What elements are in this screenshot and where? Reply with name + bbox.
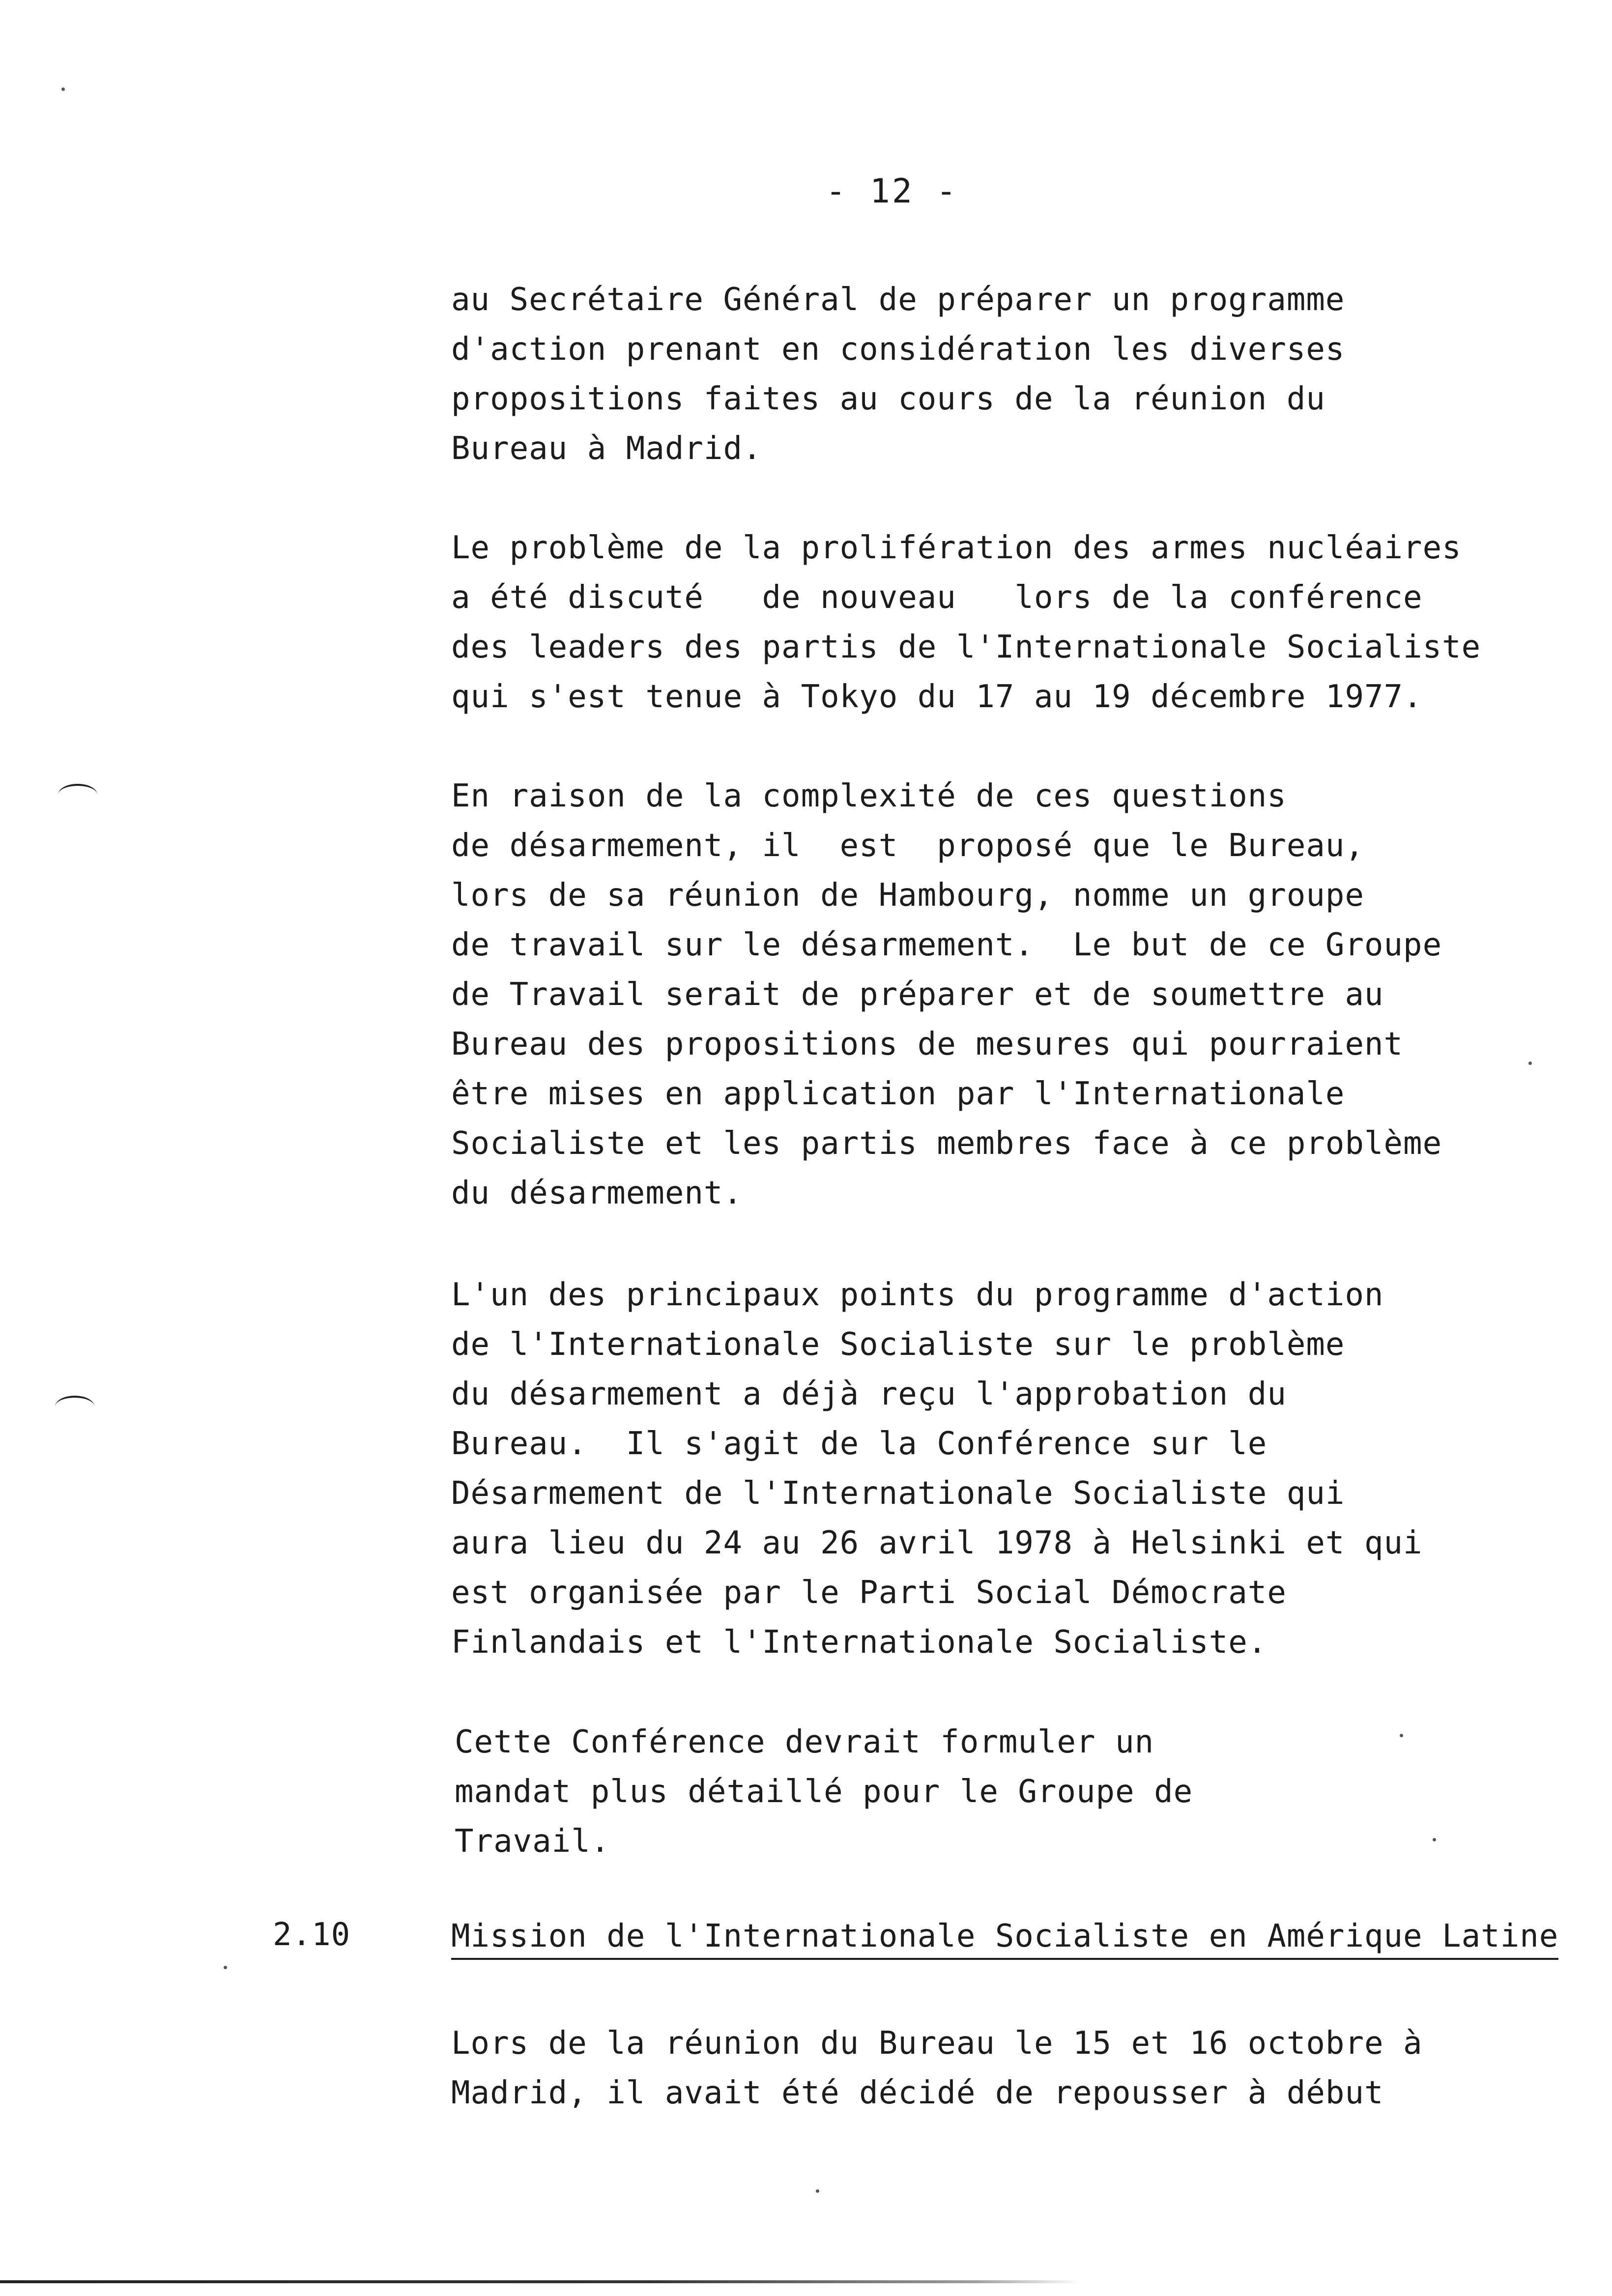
text-line: Le problème de la prolifération des armes nucléaires [451,530,1462,566]
paragraph-5 [455,1718,1585,1866]
text-line: Madrid, il avait été décidé de repousser à début [451,2075,1384,2111]
paragraph-3 [451,772,1582,1218]
text-line: des leaders des partis de l'Internationale Socialiste [451,629,1481,665]
text-line: Bureau. Il s'agit de la Conférence sur le [451,1426,1267,1462]
text-line: L'un des principaux points du programme d'action [451,1277,1384,1313]
paragraph-1 [451,275,1582,474]
text-line: de l'Internationale Socialiste sur le problème [451,1326,1345,1363]
bottom-rule [0,2280,1081,2283]
text-line: En raison de la complexité de ces questions [451,778,1287,814]
scan-speck [1400,1734,1403,1737]
text-line: du désarmement a déjà reçu l'approbation du [451,1376,1287,1412]
text-line: Socialiste et les partis membres face à ce problème [451,1125,1442,1162]
text-line: est organisée par le Parti Social Démocrate [451,1575,1287,1611]
text-line: au Secrétaire Général de préparer un programme [451,282,1345,318]
section-number: 2.10 [273,1917,351,1953]
margin-mark [58,784,97,805]
margin-mark [55,1396,94,1417]
page-number: - 12 - [826,172,958,211]
text-line: mandat plus détaillé pour le Groupe de [455,1774,1193,1810]
scan-speck [224,1966,227,1969]
scan-speck [1528,1062,1532,1065]
text-line: du désarmement. [451,1175,743,1211]
scan-speck [816,2189,819,2193]
text-line: Bureau des propositions de mesures qui pourraient [451,1026,1404,1062]
text-line: lors de sa réunion de Hambourg, nomme un groupe [451,877,1364,914]
text-line: aura lieu du 24 au 26 avril 1978 à Helsinki et qui [451,1525,1423,1561]
text-line: a été discuté de nouveau lors de la conférence [451,579,1423,616]
text-line: de désarmement, il est proposé que le Bureau, [451,828,1364,864]
scan-speck [61,87,65,91]
text-line: propositions faites au cours de la réunion du [451,381,1325,417]
text-line: Bureau à Madrid. [451,430,762,467]
paragraph-4 [451,1270,1582,1667]
text-line: Désarmement de l'Internationale Socialiste qui [451,1475,1345,1512]
scan-speck [1433,1838,1436,1841]
text-line: Travail. [455,1823,610,1860]
text-line: d'action prenant en considération les diverses [451,331,1345,368]
text-line: Finlandais et l'Internationale Socialiste. [451,1624,1267,1661]
text-line: de travail sur le désarmement. Le but de ce Groupe [451,927,1442,963]
text-line: Lors de la réunion du Bureau le 15 et 16 octobre à [451,2025,1423,2062]
text-line: être mises en application par l'Internationale [451,1076,1345,1112]
text-line: qui s'est tenue à Tokyo du 17 au 19 décembre 1977. [451,679,1423,715]
paragraph-2 [451,523,1582,722]
paragraph-6 [451,2019,1582,2118]
text-line: Cette Conférence devrait formuler un [455,1724,1154,1760]
text-line: de Travail serait de préparer et de soumettre au [451,976,1384,1013]
section-title: Mission de l'Internationale Socialiste en Amérique Latine [451,1917,1558,1960]
